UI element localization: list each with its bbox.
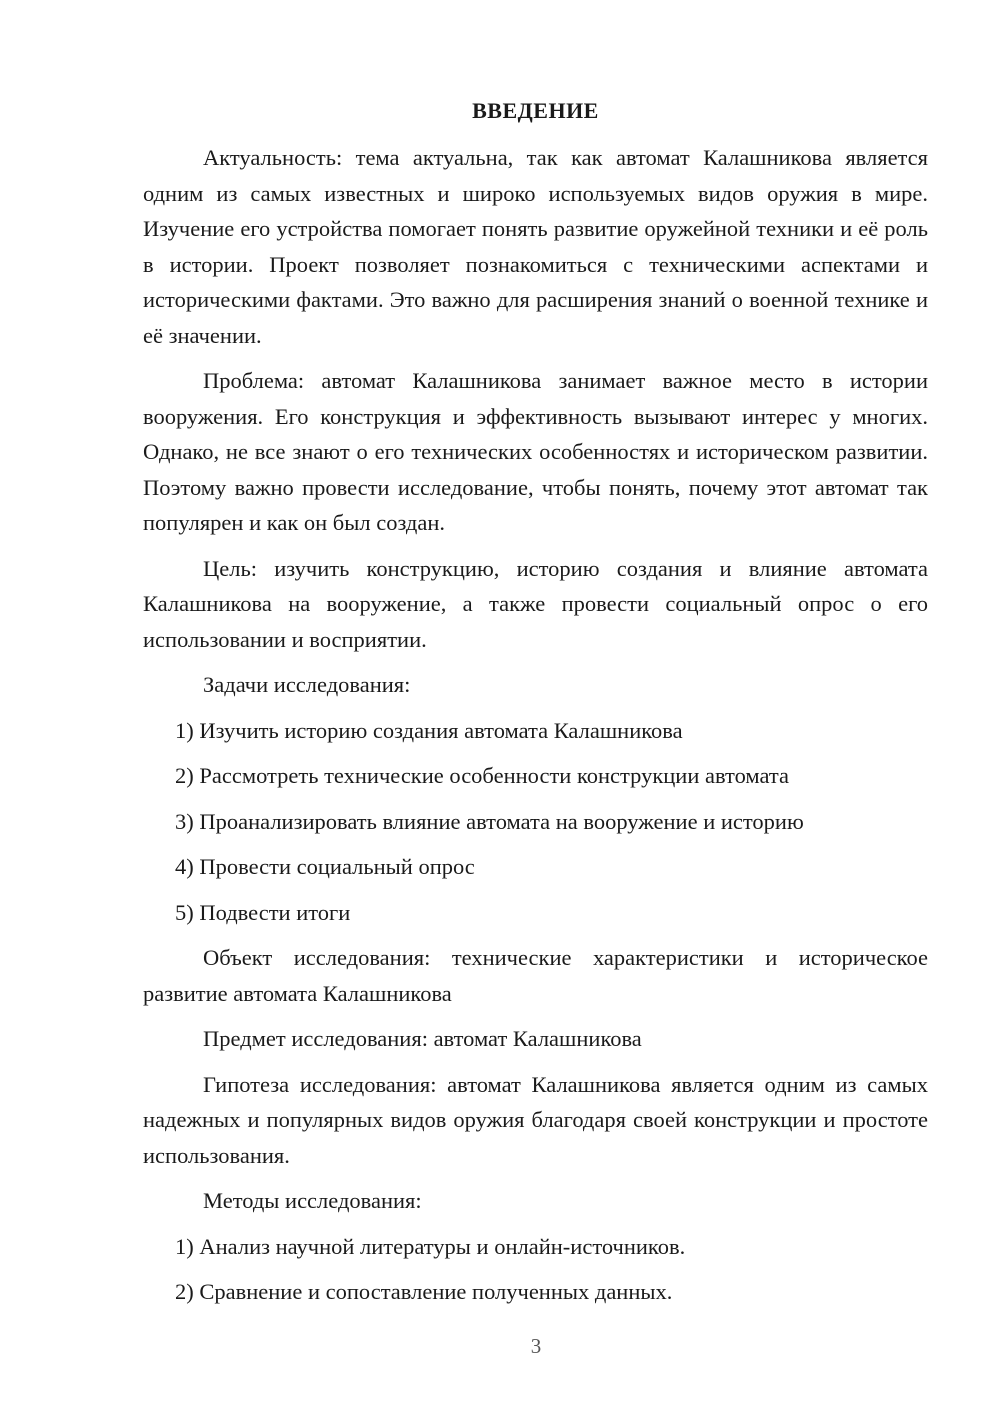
relevance-paragraph: Актуальность: тема актуальна, так как автомат Калашникова является одним из самых известных и широко используемых видов оружия в мире. Изучение его устройства помогает понять развитие оружейной техники и её роль в истории. Проект позволяет познакомиться с техническими аспектами и историческими фактами. Это важно для расширения знаний о военной технике и её значении. — [143, 145, 928, 348]
methods-label: Методы исследования: — [203, 1188, 422, 1213]
object-paragraph: Объект исследования: технические характеристики и историческое развитие автомата Калашникова — [143, 945, 928, 1006]
document-page — [143, 96, 928, 1320]
list-item: 5) Подвести итоги — [175, 899, 351, 925]
list-item: 4) Провести социальный опрос — [175, 854, 475, 879]
subject-paragraph: Предмет исследования: автомат Калашникова — [203, 1026, 642, 1051]
document-title: ВВЕДЕНИЕ — [472, 98, 599, 123]
list-item: 3) Проанализировать влияние автомата на вооружение и историю — [175, 808, 804, 834]
hypothesis-paragraph: Гипотеза исследования: автомат Калашникова является одним из самых надежных и популярных видов оружия благодаря своей конструкции и простоте использования. — [143, 1071, 928, 1168]
methods-list — [143, 1229, 928, 1310]
page-number: 3 — [530, 1334, 542, 1358]
goal-paragraph: Цель: изучить конструкцию, историю создания и влияние автомата Калашникова на вооружение, а также провести социальный опрос о его использовании и восприятии. — [143, 555, 928, 652]
list-item: 2) Рассмотреть технические особенности конструкции автомата — [175, 763, 789, 788]
list-item: 1) Анализ научной литературы и онлайн-источников. — [175, 1233, 686, 1259]
tasks-label: Задачи исследования: — [203, 672, 411, 697]
list-item: 1) Изучить историю создания автомата Калашникова — [175, 717, 683, 743]
tasks-list — [143, 713, 928, 931]
problem-paragraph: Проблема: автомат Калашникова занимает важное место в истории вооружения. Его конструкция и эффективность вызывают интерес у многих. Однако, не все знают о его технических особенностях и историческом развитии. Поэтому важно провести исследование, чтобы понять, почему этот автомат так популярен и как он был создан. — [143, 368, 928, 535]
list-item: 2) Сравнение и сопоставление полученных данных. — [175, 1279, 673, 1304]
